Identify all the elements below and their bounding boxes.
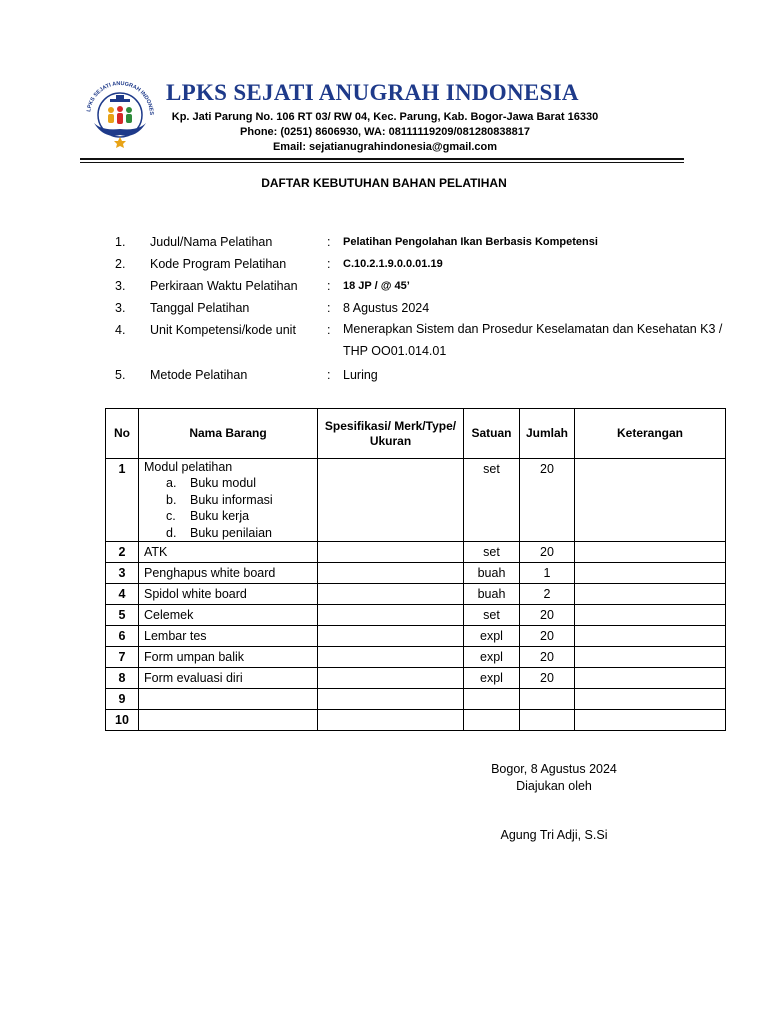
cell-jumlah: 20 [520,542,575,563]
cell-jumlah: 20 [520,647,575,668]
sub-item-letter: d. [166,525,177,540]
info-value: 8 Agustus 2024 [343,301,430,315]
cell-no: 4 [106,584,139,605]
info-colon: : [327,279,331,293]
cell-jumlah: 20 [520,668,575,689]
info-number: 1. [115,235,126,249]
info-label: Judul/Nama Pelatihan [150,235,273,249]
cell-no: 1 [106,459,139,542]
info-colon: : [327,235,331,249]
table-row [106,563,726,584]
info-label: Metode Pelatihan [150,368,248,382]
info-label: Perkiraan Waktu Pelatihan [150,279,298,293]
organization-name: LPKS SEJATI ANUGRAH INDONESIA [166,80,579,105]
cell-nama-barang: Spidol white board [139,584,318,605]
info-number: 3. [115,279,126,293]
cell-spesifikasi [318,459,464,542]
table-row [106,584,726,605]
cell-no: 6 [106,626,139,647]
table-header-row [106,409,726,459]
info-number: 5. [115,368,126,382]
cell-keterangan [575,605,726,626]
cell-no: 8 [106,668,139,689]
cell-keterangan [575,647,726,668]
info-value: Pelatihan Pengolahan Ikan Berbasis Kompetensi [343,236,598,248]
info-colon: : [327,301,331,315]
info-number: 2. [115,257,126,271]
item-name: Modul pelatihan [144,460,233,474]
sub-item-letter: b. [166,492,177,507]
cell-jumlah [520,710,575,731]
header-divider-thin [80,162,684,163]
cell-satuan [464,689,520,710]
cell-keterangan [575,668,726,689]
column-header-satuan: Satuan [464,409,520,459]
sub-item [144,475,312,492]
table-row [106,459,726,542]
cell-jumlah [520,689,575,710]
column-header-nama-barang: Nama Barang [139,409,318,459]
cell-spesifikasi [318,626,464,647]
cell-satuan [464,710,520,731]
svg-text:LPKS SEJATI ANUGRAH INDONESIA: LPKS SEJATI ANUGRAH INDONES [86,80,155,116]
organization-logo [80,77,160,149]
organization-email: Email: sejatianugrahindonesia@gmail.com [272,141,498,153]
table-row [106,542,726,563]
column-header-spesifikasi: Spesifikasi/ Merk/Type/ Ukuran [318,409,464,459]
cell-satuan: expl [464,647,520,668]
cell-nama-barang: ATK [139,542,318,563]
cell-spesifikasi [318,542,464,563]
cell-no: 2 [106,542,139,563]
cell-satuan: expl [464,668,520,689]
cell-spesifikasi [318,689,464,710]
table-row [106,689,726,710]
cell-no: 5 [106,605,139,626]
sub-item-letter: c. [166,509,176,523]
cell-keterangan [575,626,726,647]
cell-keterangan [575,689,726,710]
info-colon: : [327,368,331,382]
cell-no: 9 [106,689,139,710]
cell-jumlah: 20 [520,626,575,647]
cell-keterangan [575,542,726,563]
cell-jumlah: 1 [520,563,575,584]
cell-keterangan [575,584,726,605]
cell-jumlah: 2 [520,584,575,605]
cell-no: 3 [106,563,139,584]
info-colon: : [327,257,331,271]
sub-item-text: Buku kerja [190,509,250,523]
info-label: Tanggal Pelatihan [150,301,250,315]
sub-item-text: Buku penilaian [190,525,273,540]
column-header-jumlah: Jumlah [520,409,575,459]
document-title: DAFTAR KEBUTUHAN BAHAN PELATIHAN [261,176,507,190]
info-label: Unit Kompetensi/kode unit [150,323,296,337]
table-row [106,605,726,626]
signature-submitted-by: Diajukan oleh [516,779,592,793]
cell-satuan: set [464,459,520,542]
cell-keterangan [575,563,726,584]
sub-item [144,492,312,509]
cell-nama-barang: Lembar tes [139,626,318,647]
cell-keterangan [575,459,726,542]
cell-satuan: buah [464,584,520,605]
info-value: 18 JP / @ 45’ [343,280,410,292]
info-label: Kode Program Pelatihan [150,257,287,271]
column-header-keterangan: Keterangan [575,409,726,459]
info-value: Menerapkan Sistem dan Prosedur Keselamatan dan Kesehatan K3 / THP OO01.014.01 [343,322,723,358]
column-header-no: No [106,409,139,459]
info-value: Luring [343,368,378,382]
cell-satuan: set [464,542,520,563]
signature-name: Agung Tri Adji, S.Si [500,828,608,842]
sub-item [144,508,312,525]
cell-spesifikasi [318,563,464,584]
cell-keterangan [575,710,726,731]
cell-no: 10 [106,710,139,731]
sub-item [144,525,312,542]
materials-table [105,408,726,731]
cell-spesifikasi [318,584,464,605]
info-value: C.10.2.1.9.0.0.01.19 [343,258,443,270]
cell-jumlah: 20 [520,605,575,626]
cell-nama-barang: Form umpan balik [139,647,318,668]
cell-nama-barang: Penghapus white board [139,563,318,584]
cell-spesifikasi [318,647,464,668]
signature-place-date: Bogor, 8 Agustus 2024 [491,762,617,776]
header-divider-thick [80,158,684,160]
table-row [106,626,726,647]
cell-spesifikasi [318,710,464,731]
cell-spesifikasi [318,605,464,626]
cell-satuan: buah [464,563,520,584]
sub-item-letter: a. [166,476,177,490]
info-colon: : [327,323,331,337]
table-row [106,710,726,731]
cell-no: 7 [106,647,139,668]
cell-spesifikasi [318,668,464,689]
organization-phone: Phone: (0251) 8606930, WA: 08111119209/081280838817 [240,126,530,138]
table-row [106,647,726,668]
cell-nama-barang: Celemek [139,605,318,626]
cell-nama-barang [139,689,318,710]
cell-nama-barang [139,459,318,542]
cell-nama-barang: Form evaluasi diri [139,668,318,689]
cell-satuan: expl [464,626,520,647]
cell-nama-barang [139,710,318,731]
cell-satuan: set [464,605,520,626]
sub-item-text: Buku informasi [190,492,273,507]
cell-jumlah: 20 [520,459,575,542]
info-number: 4. [115,323,126,337]
sub-item-text: Buku modul [190,476,257,490]
info-number: 3. [115,301,126,315]
organization-address: Kp. Jati Parung No. 106 RT 03/ RW 04, Kec. Parung, Kab. Bogor-Jawa Barat 16330 [171,111,599,123]
table-row [106,668,726,689]
